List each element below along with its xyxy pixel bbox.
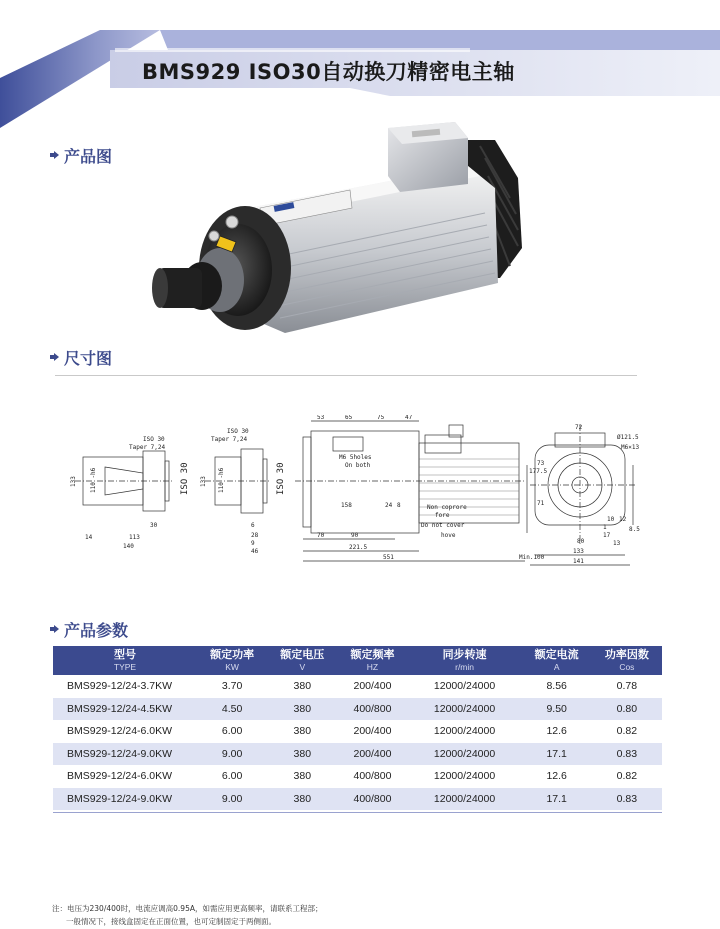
header-voltage: 额定电压 V <box>267 646 337 675</box>
dim-9: 9 <box>251 540 255 547</box>
table-row <box>53 675 662 698</box>
dim-30: 30 <box>150 522 158 529</box>
label-hove: hove <box>441 532 456 539</box>
cell-current: 17.1 <box>522 743 592 766</box>
dim-141: 141 <box>573 558 584 565</box>
table-header-row <box>53 646 662 675</box>
header-frequency: 额定频率 HZ <box>337 646 407 675</box>
dim-133-v: 133 <box>70 476 77 487</box>
cell-type: BMS929-12/24-6.0KW <box>67 725 173 738</box>
dim-13: 13 <box>613 540 621 547</box>
dim-8-5: 8.5 <box>629 526 640 533</box>
parameters-table <box>53 646 662 810</box>
table-row <box>53 765 662 788</box>
cell-speed: 12000/24000 <box>408 788 522 811</box>
page-title: BMS929 ISO30自动换刀精密电主轴 <box>142 60 515 84</box>
bullet-icon <box>50 353 60 363</box>
cell-power-factor: 0.80 <box>592 698 662 721</box>
cell-power-factor: 0.83 <box>592 743 662 766</box>
cell-speed: 12000/24000 <box>433 680 496 693</box>
dim-110-v: 110 -h6 <box>90 467 97 493</box>
dim-8: 8 <box>397 502 401 509</box>
table-row <box>53 720 662 743</box>
label-iso: ISO 30 <box>143 436 165 443</box>
section-title: 产品图 <box>64 147 113 166</box>
footnote <box>52 902 323 928</box>
cell-voltage: 380 <box>267 788 337 811</box>
label-iso-2: ISO 30 <box>227 428 249 435</box>
dim-53: 53 <box>317 415 325 421</box>
section-product-image <box>50 144 112 167</box>
cell-type: BMS929-12/24-4.5KW <box>53 698 197 721</box>
dim-17: 17 <box>603 532 611 539</box>
cell-frequency: 200/400 <box>337 743 407 766</box>
dim-221: 221.5 <box>349 544 368 551</box>
label-m6x13: M6×13 <box>621 444 640 451</box>
cell-voltage: 380 <box>267 698 337 721</box>
dim-133-v2: 133 <box>200 476 207 487</box>
dim-6: 6 <box>251 522 255 529</box>
dim-80: 80 <box>577 538 585 545</box>
header-speed: 同步转速 r/min <box>408 646 522 675</box>
cell-power-factor: 0.83 <box>592 788 662 811</box>
dim-72: 72 <box>575 424 583 431</box>
header-power-factor: 功率因数 Cos <box>592 646 662 675</box>
footnote-line-2: 一般情况下，接线盒固定在正面位置，也可定制固定于两侧面。 <box>66 917 276 926</box>
footnote-line-1: 注：电压为230/400时，电流应调高0.95A，如需应用更高频率，请联系工程部； <box>52 904 323 913</box>
cell-type: BMS929-12/24-9.0KW <box>53 743 197 766</box>
dim-73: 73 <box>537 460 545 467</box>
section-title: 产品参数 <box>64 621 129 640</box>
cell-current: 8.56 <box>546 680 567 693</box>
dim-1: 1 <box>603 524 607 531</box>
header-power: 额定功率 KW <box>197 646 267 675</box>
label-iso30-v2: ISO 30 <box>276 462 286 495</box>
cell-current: 12.6 <box>546 725 567 738</box>
section-parameters <box>50 618 128 641</box>
table-row <box>53 698 662 721</box>
table-bottom-rule <box>53 812 662 813</box>
dim-24: 24 <box>385 502 393 509</box>
label-fore: fore <box>435 512 450 519</box>
cell-power: 9.00 <box>197 743 267 766</box>
cell-speed: 12000/24000 <box>433 725 496 738</box>
cell-power: 4.50 <box>197 698 267 721</box>
label-on-both: On both <box>345 462 371 469</box>
label-iso30-v: ISO 30 <box>180 462 190 495</box>
cell-speed: 12000/24000 <box>433 770 496 783</box>
dimension-drawing <box>55 415 665 570</box>
cell-type: BMS929-12/24-3.7KW <box>67 680 173 693</box>
dim-14: 14 <box>85 534 93 541</box>
dim-min100: Min.100 <box>519 554 545 561</box>
cell-type: BMS929-12/24-6.0KW <box>67 770 173 783</box>
cell-power: 6.00 <box>221 770 243 783</box>
cell-power: 3.70 <box>221 680 243 693</box>
cell-frequency: 200/400 <box>353 725 392 738</box>
dim-75: 75 <box>377 415 385 421</box>
dim-140: 140 <box>123 543 134 550</box>
dim-110-v2: 110 -h6 <box>218 467 225 493</box>
cell-speed: 12000/24000 <box>408 743 522 766</box>
cell-voltage: 380 <box>293 770 312 783</box>
cell-power-factor: 0.82 <box>616 725 638 738</box>
dim-28: 28 <box>251 532 259 539</box>
label-d121: Ø121.5 <box>617 434 639 441</box>
cell-current: 12.6 <box>546 770 567 783</box>
dim-10: 10 <box>607 516 615 523</box>
dim-12: 12 <box>619 516 627 523</box>
dim-70: 70 <box>317 532 325 539</box>
cell-voltage: 380 <box>293 680 312 693</box>
cell-frequency: 400/800 <box>337 788 407 811</box>
dim-113: 113 <box>129 534 140 541</box>
cell-voltage: 380 <box>267 743 337 766</box>
cell-frequency: 400/800 <box>337 698 407 721</box>
cell-current: 17.1 <box>522 788 592 811</box>
spindle-product-image <box>150 118 530 343</box>
dim-133: 133 <box>573 548 584 555</box>
bullet-icon <box>50 625 60 635</box>
header-current: 额定电流 A <box>522 646 592 675</box>
cell-power: 6.00 <box>221 725 243 738</box>
dim-551: 551 <box>383 554 394 561</box>
cell-frequency: 400/800 <box>353 770 392 783</box>
cell-power-factor: 0.82 <box>616 770 638 783</box>
dim-158: 158 <box>341 502 352 509</box>
label-taper: Taper 7,24 <box>129 444 166 451</box>
dim-46: 46 <box>251 548 259 555</box>
cell-voltage: 380 <box>293 725 312 738</box>
dim-65: 65 <box>345 415 353 421</box>
dim-71: 71 <box>537 500 545 507</box>
label-non-coprore: Non coprore <box>427 504 467 511</box>
cell-type: BMS929-12/24-9.0KW <box>53 788 197 811</box>
header-type: 型号 TYPE <box>53 646 197 675</box>
label-taper-2: Taper 7,24 <box>211 436 248 443</box>
section-dimensions <box>50 346 112 369</box>
cell-power-factor: 0.78 <box>616 680 638 693</box>
dim-90: 90 <box>351 532 359 539</box>
section-title: 尺寸图 <box>64 349 113 368</box>
cell-frequency: 200/400 <box>353 680 392 693</box>
cell-current: 9.50 <box>522 698 592 721</box>
bullet-icon <box>50 151 60 161</box>
divider <box>55 375 637 376</box>
label-m6: M6 5holes <box>339 454 372 461</box>
dim-177: 177.5 <box>529 468 548 475</box>
cell-speed: 12000/24000 <box>408 698 522 721</box>
table-row <box>53 788 662 811</box>
cell-power: 9.00 <box>197 788 267 811</box>
table-row <box>53 743 662 766</box>
dim-47: 47 <box>405 415 413 421</box>
label-do-not-cover: Do not cover <box>421 522 465 529</box>
